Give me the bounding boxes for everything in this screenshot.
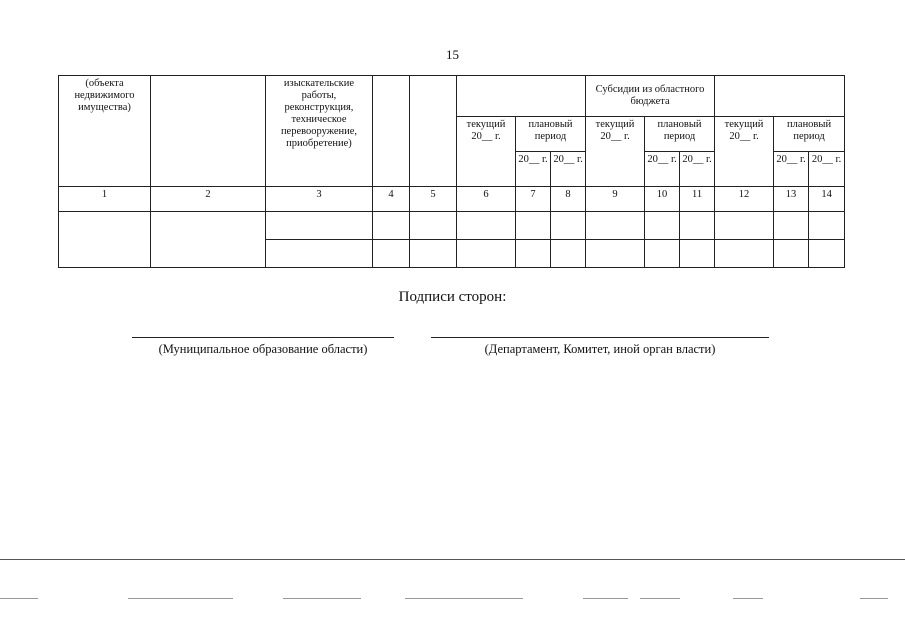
table-cell	[516, 212, 551, 240]
table-cell	[373, 212, 410, 240]
table-row	[59, 212, 845, 240]
signature-line-right	[431, 337, 769, 338]
header-year: 20__ г.	[645, 152, 680, 187]
table-cell	[151, 212, 266, 268]
footnote-rule	[128, 598, 233, 599]
header-year: 20__ г.	[774, 152, 809, 187]
col-number: 3	[266, 187, 373, 212]
col-number: 10	[645, 187, 680, 212]
table-cell	[516, 240, 551, 268]
header-current-1: текущий 20__ г.	[457, 117, 516, 187]
table-cell	[680, 212, 715, 240]
table-cell	[809, 212, 845, 240]
table-cell	[410, 240, 457, 268]
header-year: 20__ г.	[551, 152, 586, 187]
table-cell	[774, 240, 809, 268]
table-cell	[457, 212, 516, 240]
col-number: 9	[586, 187, 645, 212]
col-number: 4	[373, 187, 410, 212]
col-number: 14	[809, 187, 845, 212]
header-planned-1: плановый период	[516, 117, 586, 152]
footnote-rule	[583, 598, 628, 599]
footnote-rule	[405, 598, 523, 599]
header-year: 20__ г.	[809, 152, 845, 187]
table-cell	[410, 212, 457, 240]
table-cell	[586, 240, 645, 268]
col-number: 7	[516, 187, 551, 212]
footnote-rule	[0, 598, 38, 599]
table-cell	[774, 212, 809, 240]
footnote-rule	[640, 598, 680, 599]
table-cell	[59, 212, 151, 268]
table-cell	[266, 240, 373, 268]
header-group-3	[715, 76, 845, 117]
header-planned-3: плановый период	[774, 117, 845, 152]
col-number: 5	[410, 187, 457, 212]
header-current-3: текущий 20__ г.	[715, 117, 774, 187]
col-number: 8	[551, 187, 586, 212]
footnote-rule	[860, 598, 888, 599]
table-cell	[645, 212, 680, 240]
col-number: 6	[457, 187, 516, 212]
table-cell	[715, 240, 774, 268]
page-number: 15	[446, 47, 459, 62]
page-bottom-rule	[0, 559, 905, 560]
col-number: 13	[774, 187, 809, 212]
header-current-2: текущий 20__ г.	[586, 117, 645, 187]
header-planned-2: плановый период	[645, 117, 715, 152]
table-cell	[715, 212, 774, 240]
budget-table	[58, 75, 845, 268]
table-cell	[680, 240, 715, 268]
header-group-1	[457, 76, 586, 117]
header-works: изыскательские работы, реконструкция, техническое перевооружение, приобретение)	[266, 76, 373, 187]
header-year: 20__ г.	[516, 152, 551, 187]
table-cell	[809, 240, 845, 268]
header-col4	[373, 76, 410, 187]
col-number: 11	[680, 187, 715, 212]
table-cell	[551, 212, 586, 240]
signatures-title: Подписи сторон:	[398, 289, 507, 305]
col-number: 1	[59, 187, 151, 212]
signature-caption-right: (Департамент, Комитет, иной орган власти)	[484, 342, 716, 356]
table-cell	[266, 212, 373, 240]
column-number-row	[59, 187, 845, 212]
header-object: (объекта недвижимого имущества)	[59, 76, 151, 187]
table-cell	[373, 240, 410, 268]
header-col2	[151, 76, 266, 187]
signature-caption-left: (Муниципальное образование области)	[158, 342, 368, 356]
table-cell	[457, 240, 516, 268]
footnote-rule	[733, 598, 763, 599]
header-col5	[410, 76, 457, 187]
signature-line-left	[132, 337, 394, 338]
table-cell	[551, 240, 586, 268]
table-cell	[645, 240, 680, 268]
header-year: 20__ г.	[680, 152, 715, 187]
footnote-rule	[283, 598, 361, 599]
col-number: 2	[151, 187, 266, 212]
col-number: 12	[715, 187, 774, 212]
table-cell	[586, 212, 645, 240]
header-group-subsidy: Субсидии из областного бюджета	[586, 76, 715, 117]
